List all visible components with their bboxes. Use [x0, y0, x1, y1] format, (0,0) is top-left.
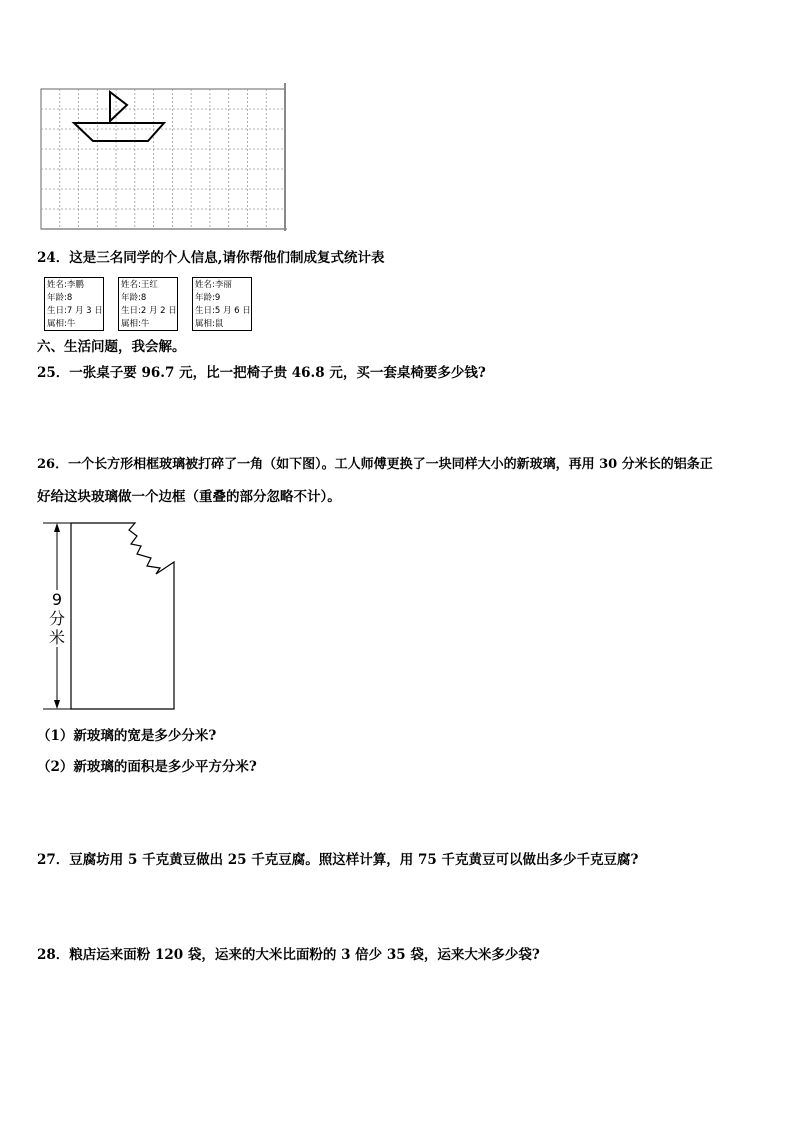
boat-grid-figure	[37, 83, 289, 233]
card-birthday: 生日:5 月 6 日	[195, 306, 251, 316]
card-birthday: 生日:2 月 2 日	[121, 306, 177, 316]
question-25: 25．一张桌子要 96.7 元，比一把椅子贵 46.8 元，买一套桌椅要多少钱?	[37, 365, 486, 381]
dimension-label	[47, 590, 67, 647]
dimension-unit-1: 分	[48, 609, 65, 628]
card-name: 姓名:李鹏	[47, 280, 84, 290]
question-27: 27．豆腐坊用 5 千克黄豆做出 25 千克豆腐。照这样计算，用 75 千克黄豆可以做出多少千克豆腐?	[37, 852, 639, 868]
card-zodiac: 属相:牛	[121, 319, 150, 329]
card-age: 年龄:8	[121, 293, 147, 303]
info-card-3	[192, 277, 252, 331]
section-6-title: 六、生活问题，我会解。	[37, 339, 186, 355]
question-26-sub2: （2）新玻璃的面积是多少平方分米?	[37, 759, 257, 775]
card-zodiac: 属相:鼠	[195, 319, 224, 329]
dimension-value: 9	[51, 590, 63, 609]
question-24: 24．这是三名同学的个人信息,请你帮他们制成复式统计表	[37, 250, 385, 266]
question-26-line1: 26．一个长方形相框玻璃被打碎了一角（如下图）。工人师傅更换了一块同样大小的新玻璃，再用 30 分米长的铝条正	[37, 457, 713, 472]
question-26-sub1: （1）新玻璃的宽是多少分米?	[37, 728, 217, 744]
card-age: 年龄:9	[195, 293, 221, 303]
question-26-line2: 好给这块玻璃做一个边框（重叠的部分忽略不计）。	[37, 489, 341, 505]
card-name: 姓名:李丽	[195, 280, 232, 290]
card-birthday: 生日:7 月 3 日	[47, 306, 103, 316]
info-card-1	[44, 277, 104, 331]
card-name: 姓名:王红	[121, 280, 158, 290]
question-28: 28．粮店运来面粉 120 袋，运来的大米比面粉的 3 倍少 35 袋，运来大米多少袋?	[37, 947, 540, 963]
info-card-2	[118, 277, 178, 331]
dimension-unit-2: 米	[48, 628, 65, 647]
card-age: 年龄:8	[47, 293, 73, 303]
card-zodiac: 属相:牛	[47, 319, 76, 329]
sailboat-grid-icon	[37, 83, 289, 233]
glass-frame-figure	[38, 518, 183, 714]
